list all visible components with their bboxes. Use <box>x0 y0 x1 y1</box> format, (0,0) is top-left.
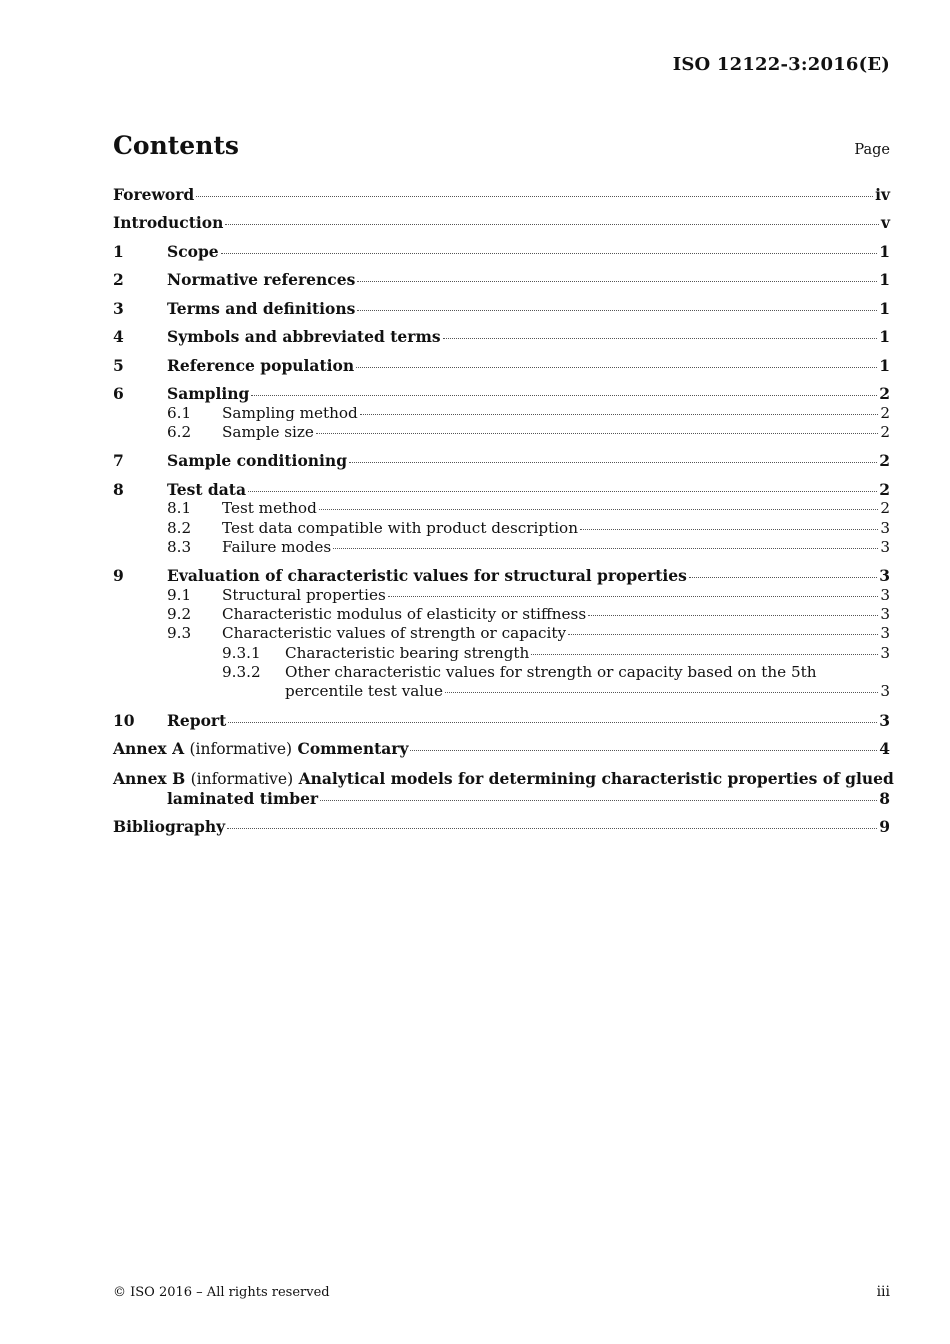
toc-title: Failure modes <box>222 537 332 556</box>
dot-leader <box>196 196 873 197</box>
toc-page: 2 <box>879 479 890 499</box>
toc-page: iv <box>875 185 890 204</box>
dot-leader <box>251 395 877 396</box>
toc-number: 2 <box>113 270 124 290</box>
toc-number: 8.3 <box>167 537 192 556</box>
document-id: ISO 12122-3:2016(E) <box>672 54 890 75</box>
dot-leader <box>227 828 877 829</box>
toc-number: 9.1 <box>167 585 192 604</box>
toc-entry-8-3[interactable] <box>113 538 890 557</box>
dot-leader <box>357 281 877 282</box>
toc-number: 8 <box>113 479 124 499</box>
toc-title: Reference population <box>167 355 355 375</box>
toc-entry-9-3[interactable] <box>113 624 890 643</box>
dot-leader <box>568 634 878 635</box>
toc-title: Sampling method <box>222 403 358 422</box>
dot-leader <box>588 615 878 616</box>
toc-page: 1 <box>879 355 890 375</box>
annex-title: Commentary <box>297 739 409 759</box>
dot-leader <box>580 529 878 530</box>
dot-leader <box>349 462 877 463</box>
toc-title: Evaluation of characteristic values for structural properties <box>167 566 687 586</box>
toc-number: 1 <box>113 241 124 261</box>
toc-title: Scope <box>167 241 219 261</box>
dot-leader <box>445 692 878 693</box>
toc-entry-2[interactable] <box>113 270 890 289</box>
toc-title: Test data compatible with product description <box>222 518 578 537</box>
toc-number: 10 <box>113 710 135 730</box>
dot-leader <box>531 654 878 655</box>
toc-page: 3 <box>880 518 890 537</box>
toc-entry-5[interactable] <box>113 356 890 375</box>
toc-page: 2 <box>879 384 890 404</box>
toc-entry-9-1[interactable] <box>113 586 890 605</box>
toc-page: 3 <box>880 682 890 701</box>
dot-leader <box>221 253 878 254</box>
dot-leader <box>388 596 879 597</box>
toc-page: 3 <box>880 604 890 623</box>
copyright-notice: © ISO 2016 – All rights reserved <box>113 1285 330 1300</box>
toc-title-line1 <box>113 769 894 789</box>
toc-title: Sampling <box>167 384 250 404</box>
toc-entry-9-3-2-continued[interactable] <box>113 682 890 701</box>
toc-page: 1 <box>879 241 890 261</box>
dot-leader <box>443 338 878 339</box>
toc-title: Introduction <box>113 213 224 233</box>
toc-number: 6.1 <box>167 403 192 422</box>
dot-leader <box>410 750 877 751</box>
toc-title-line1: Other characteristic values for strength or capacity based on the 5th <box>285 662 817 681</box>
toc-title: Characteristic values of strength or capacity <box>222 624 567 643</box>
toc-page: 3 <box>880 624 890 643</box>
toc-entry-8-1[interactable] <box>113 499 890 518</box>
annex-type: (informative) <box>189 740 293 759</box>
toc-title: Sample conditioning <box>167 451 348 471</box>
page-number: iii <box>876 1284 890 1300</box>
toc-entry-9-3-2[interactable] <box>113 663 890 682</box>
toc-entry-3[interactable] <box>113 299 890 318</box>
toc-title: Bibliography <box>113 817 226 837</box>
dot-leader <box>333 548 878 549</box>
dot-leader <box>316 433 878 434</box>
toc-number: 4 <box>113 327 124 347</box>
toc-page: 2 <box>880 403 890 422</box>
toc-page: 8 <box>879 788 890 808</box>
toc-entry-introduction[interactable] <box>113 213 890 232</box>
dot-leader <box>320 800 877 801</box>
toc-number: 3 <box>113 298 124 318</box>
dot-leader <box>360 414 879 415</box>
table-of-contents <box>113 185 894 837</box>
toc-number: 6 <box>113 384 124 404</box>
toc-title <box>113 739 408 759</box>
toc-entry-9-3-1[interactable] <box>113 644 890 663</box>
toc-entry-annex-b-continued[interactable] <box>113 789 890 808</box>
toc-entry-1[interactable] <box>113 242 890 261</box>
toc-entry-6-2[interactable] <box>113 423 890 442</box>
dot-leader <box>228 722 877 723</box>
toc-number: 9.3 <box>167 624 192 643</box>
toc-number: 5 <box>113 355 124 375</box>
dot-leader <box>356 367 877 368</box>
toc-entry-9[interactable] <box>113 566 890 585</box>
toc-title: Terms and definitions <box>167 298 356 318</box>
toc-entry-8-2[interactable] <box>113 519 890 538</box>
toc-title: Normative references <box>167 270 356 290</box>
toc-number: 9.3.2 <box>222 662 261 681</box>
toc-page: 3 <box>880 585 890 604</box>
toc-entry-annex-b[interactable] <box>113 768 894 789</box>
dot-leader <box>689 577 877 578</box>
toc-page: 3 <box>879 566 890 586</box>
toc-page: 3 <box>879 710 890 730</box>
annex-type: (informative) <box>190 769 294 788</box>
toc-title: Foreword <box>113 185 195 204</box>
toc-page: 1 <box>879 270 890 290</box>
toc-page: 1 <box>879 327 890 347</box>
page-column-label: Page <box>854 142 890 158</box>
toc-number: 8.2 <box>167 518 192 537</box>
toc-entry-foreword[interactable] <box>113 185 890 204</box>
toc-number: 8.1 <box>167 499 192 518</box>
toc-entry-7[interactable] <box>113 451 890 470</box>
dot-leader <box>357 310 877 311</box>
toc-page: 9 <box>879 817 890 837</box>
toc-number: 6.2 <box>167 422 192 441</box>
dot-leader <box>225 224 879 225</box>
toc-title-line2: percentile test value <box>285 682 443 701</box>
toc-number: 7 <box>113 451 124 471</box>
toc-title: Characteristic bearing strength <box>285 643 530 662</box>
toc-number: 9 <box>113 566 124 586</box>
toc-entry-9-2[interactable] <box>113 605 890 624</box>
toc-page: 4 <box>879 739 890 759</box>
toc-title: Test data <box>167 479 246 499</box>
toc-entry-bibliography[interactable] <box>113 817 890 836</box>
toc-entry-6-1[interactable] <box>113 404 890 423</box>
toc-title: Sample size <box>222 422 314 441</box>
toc-entry-10[interactable] <box>113 711 890 730</box>
toc-title: Test method <box>222 499 317 518</box>
toc-entry-6[interactable] <box>113 384 890 403</box>
toc-entry-annex-a[interactable] <box>113 739 890 759</box>
toc-page: 2 <box>880 499 890 518</box>
toc-title: Structural properties <box>222 585 386 604</box>
toc-page: 3 <box>880 537 890 556</box>
toc-page: 2 <box>879 451 890 471</box>
toc-page: 1 <box>879 298 890 318</box>
toc-title-line2: laminated timber <box>167 788 319 808</box>
toc-entry-8[interactable] <box>113 480 890 499</box>
toc-page: 2 <box>880 422 890 441</box>
toc-page: v <box>880 213 890 233</box>
toc-title: Characteristic modulus of elasticity or stiffness <box>222 604 587 623</box>
contents-title: Contents <box>113 131 240 160</box>
annex-label: Annex B <box>113 768 186 788</box>
annex-label: Annex A <box>113 739 185 759</box>
dot-leader <box>248 491 877 492</box>
toc-number: 9.3.1 <box>222 643 261 662</box>
annex-title: Analytical models for determining characteristic properties of glued <box>298 768 894 788</box>
toc-entry-4[interactable] <box>113 327 890 346</box>
toc-page: 3 <box>880 643 890 662</box>
toc-title: Report <box>167 710 227 730</box>
dot-leader <box>319 509 879 510</box>
toc-title: Symbols and abbreviated terms <box>167 327 441 347</box>
toc-number: 9.2 <box>167 604 192 623</box>
